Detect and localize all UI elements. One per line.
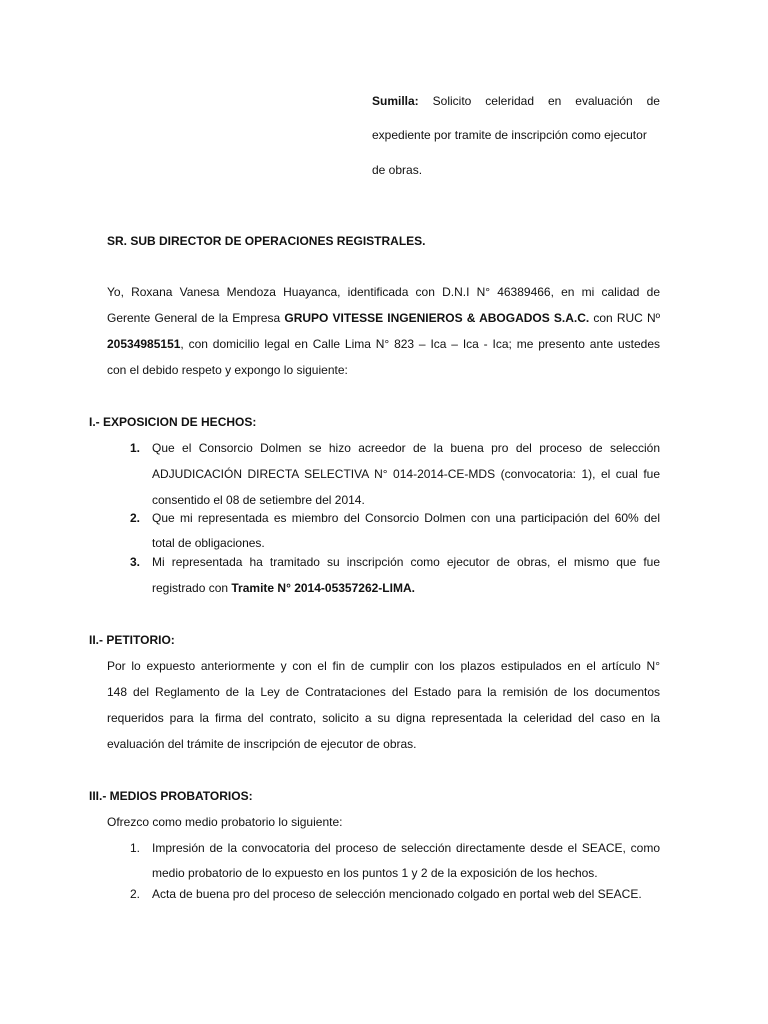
addressee: SR. SUB DIRECTOR DE OPERACIONES REGISTRALES. (107, 234, 426, 248)
section-1-item-3-number: 3. (130, 555, 141, 569)
section-1-item-2-number: 2. (130, 511, 141, 525)
section-3-item-2-number: 2. (130, 887, 141, 901)
tramite-number: Tramite N° 2014-05357262-LIMA. (231, 581, 415, 595)
ruc-number: 20534985151 (107, 337, 181, 351)
intro-line-1: Yo, Roxana Vanesa Mendoza Huayanca, identificada con D.N.I N° 46389466, en mi calidad de (107, 285, 660, 299)
section-1-item-3-line-1: Mi representada ha tramitado su inscripción como ejecutor de obras, el mismo que fue (152, 555, 660, 569)
section-3-heading: III.- MEDIOS PROBATORIOS: (89, 789, 253, 803)
tramite-pre: registrado con (152, 581, 232, 595)
company-name: GRUPO VITESSE INGENIEROS & ABOGADOS S.A.C. (284, 311, 590, 325)
section-1-item-1-line-2: ADJUDICACIÓN DIRECTA SELECTIVA N° 014-2014-CE-MDS (convocatoria: 1), el cual fue (152, 467, 660, 481)
section-1-item-2-line-1: Que mi representada es miembro del Consorcio Dolmen con una participación del 60% del (152, 511, 660, 525)
petitorio-line-1: Por lo expuesto anteriormente y con el fin de cumplir con los plazos estipulados en el artículo N° (107, 659, 660, 673)
section-3-item-1-line-1: Impresión de la convocatoria del proceso de selección directamente desde el SEACE, como (152, 841, 660, 855)
sumilla-line-1 (372, 94, 660, 108)
sumilla-line-3: de obras. (372, 163, 423, 177)
intro-line-2-post: con RUC Nº (589, 311, 660, 325)
intro-line-3 (107, 337, 660, 351)
intro-line-2 (107, 311, 660, 325)
intro-line-4: con el debido respeto y expongo lo siguiente: (107, 363, 348, 377)
intro-line-3-post: , con domicilio legal en Calle Lima N° 823 – Ica – Ica - Ica; me presento ante ustedes (180, 337, 660, 351)
sumilla-line-2: expediente por tramite de inscripción como ejecutor (372, 128, 647, 142)
section-1-item-3-line-2 (152, 581, 415, 595)
section-1-item-1-line-1: Que el Consorcio Dolmen se hizo acreedor de la buena pro del proceso de selección (152, 441, 660, 455)
section-1-item-1-number: 1. (130, 441, 141, 455)
section-3-item-1-line-2: medio probatorio de lo expuesto en los puntos 1 y 2 de la exposición de los hechos. (152, 866, 598, 880)
section-1-item-1-line-3: consentido el 08 de setiembre del 2014. (152, 493, 365, 507)
section-3-intro: Ofrezco como medio probatorio lo siguiente: (107, 815, 343, 829)
section-3-item-1-number: 1. (130, 841, 141, 855)
section-1-item-2-line-2: total de obligaciones. (152, 536, 265, 550)
section-2-heading: II.- PETITORIO: (89, 633, 175, 647)
petitorio-line-2: 148 del Reglamento de la Ley de Contrataciones del Estado para la remisión de los documentos (107, 685, 660, 699)
petitorio-line-3: requeridos para la firma del contrato, solicito a su digna representada la celeridad del caso en la (107, 711, 660, 725)
intro-line-2-pre: Gerente General de la Empresa (107, 311, 285, 325)
section-3-item-2-line-1: Acta de buena pro del proceso de selección mencionado colgado en portal web del SEACE. (152, 887, 642, 901)
sumilla-text-1: Solicito celeridad en evaluación de (432, 94, 660, 108)
section-1-heading: I.- EXPOSICION DE HECHOS: (89, 415, 257, 429)
sumilla-label: Sumilla: (372, 94, 419, 108)
petitorio-line-4: evaluación del trámite de inscripción de ejecutor de obras. (107, 737, 417, 751)
